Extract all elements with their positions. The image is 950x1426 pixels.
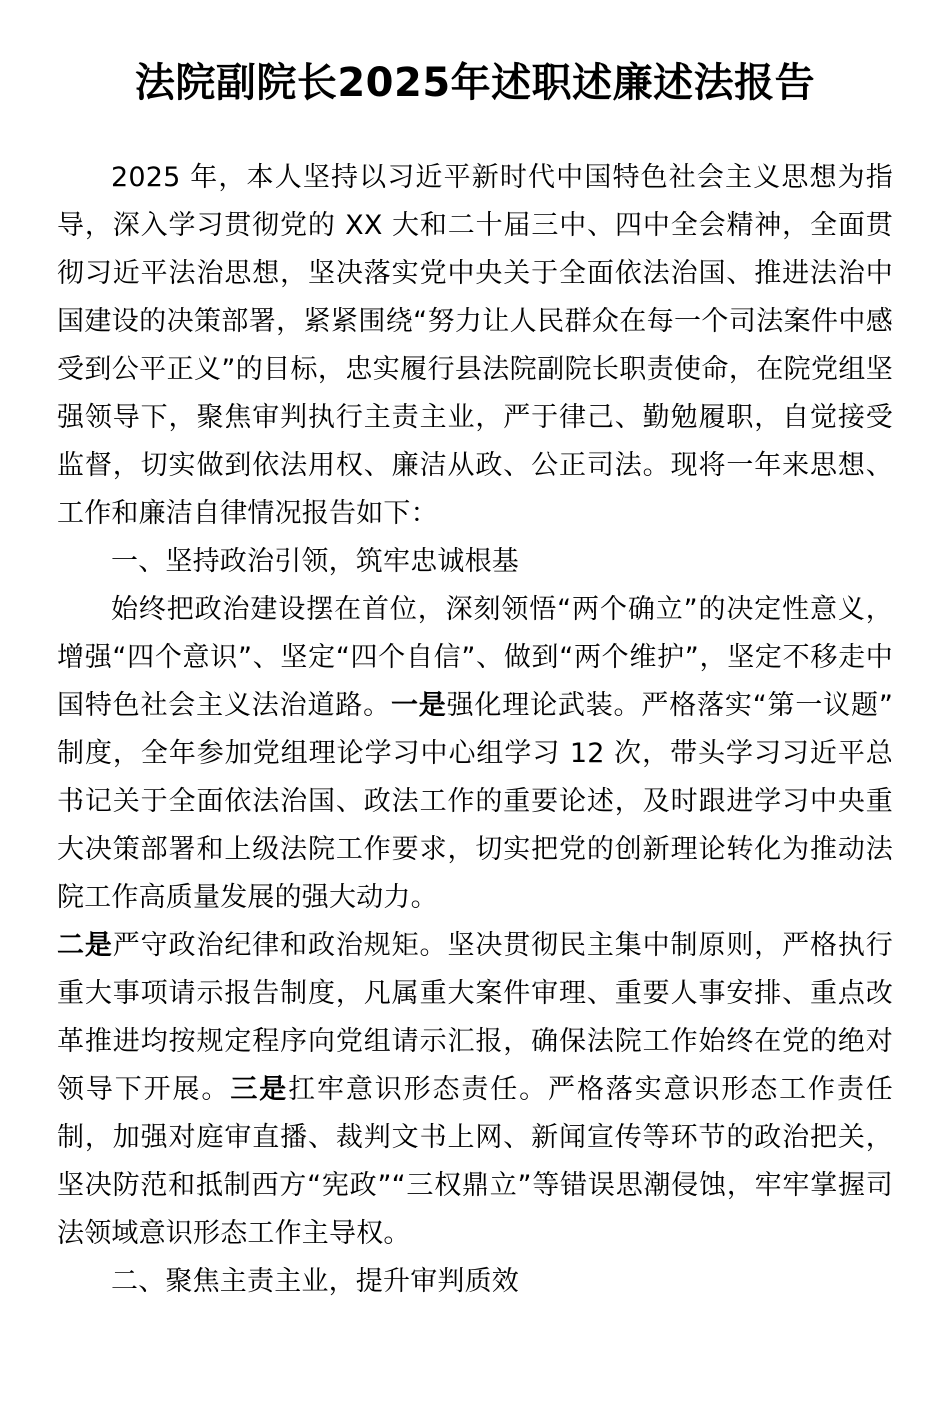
- run-emphasis-sanshi: 三是: [230, 1074, 289, 1105]
- paragraph-section-one-body-cont: [57, 922, 893, 1258]
- section-heading-two: 二、聚焦主责主业，提升审判质效: [111, 1266, 519, 1297]
- run-text: 严守政治纪律和政治规矩。坚决贯彻民主集中制原则，严格执行重大事项请示报告制度，凡属重大案件审理、重要人事安排、重点改革推进均按规定程序向党组请示汇报，确保法院工作始终在党的绝对领导下开展。: [57, 930, 893, 1105]
- run-text: 强化理论武装。严格落实“第一议题”制度，全年参加党组理论学习中心组学习 12 次，带头学习习近平总书记关于全面依法治国、政法工作的重要论述，及时跟进学习中央重大决策部署和上级法院工作要求，切实把党的创新理论转化为推动法院工作高质量发展的强大动力。: [57, 690, 894, 913]
- paragraph-intro: 2025 年，本人坚持以习近平新时代中国特色社会主义思想为指导，深入学习贯彻党的 XX 大和二十届三中、四中全会精神，全面贯彻习近平法治思想，坚决落实党中央关于全面依法治国、推进法治中国建设的决策部署，紧紧围绕“努力让人民群众在每一个司法案件中感受到公平正义”的目标，忠实履行县法院副院长职责使命，在院党组坚强领导下，聚焦审判执行主责主业，严于律己、勤勉履职，自觉接受监督，切实做到依法用权、廉洁从政、公正司法。现将一年来思想、工作和廉洁自律情况报告如下：: [57, 162, 893, 529]
- page-title: 法院副院长2025年述职述廉述法报告: [134, 60, 816, 106]
- document-body: [57, 154, 893, 1426]
- paragraph-section-one-body: [57, 586, 893, 922]
- run-text: 扛牢意识形态责任。严格落实意识形态工作责任制，加强对庭审直播、裁判文书上网、新闻宣传等环节的政治把关，坚决防范和抵制西方“宪政”“三权鼎立”等错误思潮侵蚀，牢牢掌握司法领域意识形态工作主导权。: [57, 1074, 893, 1249]
- run-text: 始终把政治建设摆在首位，深刻领悟“两个确立”的决定性意义，增强“四个意识”、坚定“四个自信”、做到“两个维护”，坚定不移走中国特色社会主义法治道路。: [57, 594, 893, 721]
- section-heading-one: 一、坚持政治引领，筑牢忠诚根基: [111, 546, 519, 577]
- run-emphasis-yishi: 一是: [390, 690, 447, 721]
- run-emphasis-ershi: 二是: [57, 930, 113, 961]
- page-bottom-spacer: [57, 1306, 893, 1426]
